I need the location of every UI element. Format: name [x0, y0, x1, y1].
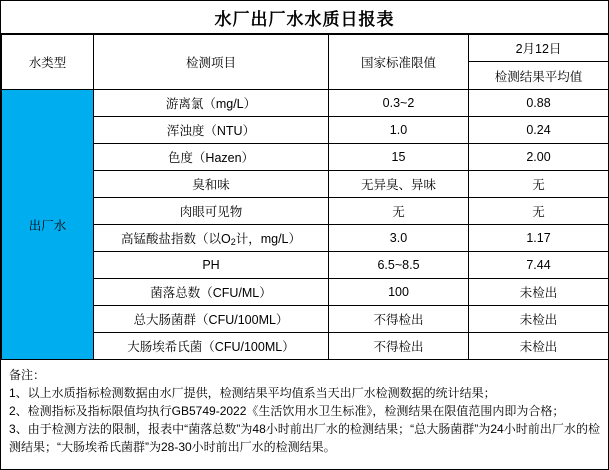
table-row	[2, 306, 609, 333]
item-label: 大肠埃希氏菌（CFU/100ML）	[94, 333, 329, 360]
result-value: 1.17	[469, 225, 609, 252]
item-label	[94, 225, 329, 252]
result-value: 2.00	[469, 144, 609, 171]
water-quality-table	[1, 34, 609, 360]
standard-value: 无异臭、异味	[329, 171, 469, 198]
notes-line-3: 3、由于检测方法的限制，报表中“菌落总数”为48小时前出厂水的检测结果；“总大肠菌群”为24小时前出厂水的检测结果；“大肠埃希氏菌群”为28-30小时前出厂水的检测结果。	[9, 422, 600, 454]
item-label: 肉眼可见物	[94, 198, 329, 225]
notes-section	[1, 360, 608, 469]
header-avg-result: 检测结果平均值	[469, 62, 609, 90]
result-value: 0.24	[469, 117, 609, 144]
page-title: 水厂出厂水水质日报表	[214, 9, 395, 29]
notes-line-1: 1、以上水质指标检测数据由水厂提供，检测结果平均值系当天出厂水检测数据的统计结果；	[9, 386, 496, 400]
table-row	[2, 198, 609, 225]
result-value: 未检出	[469, 306, 609, 333]
header-national-standard: 国家标准限值	[329, 35, 469, 90]
result-value: 7.44	[469, 252, 609, 279]
table-row	[2, 279, 609, 306]
item-label: 总大肠菌群（CFU/100ML）	[94, 306, 329, 333]
standard-value: 无	[329, 198, 469, 225]
item-label: 色度（Hazen）	[94, 144, 329, 171]
header-test-item: 检测项目	[94, 35, 329, 90]
table-row	[2, 333, 609, 360]
table-row	[2, 90, 609, 117]
item-label: 浑浊度（NTU）	[94, 117, 329, 144]
item-label: PH	[94, 252, 329, 279]
item-label-pre: 高锰酸盐指数（以O	[120, 232, 231, 246]
header-date: 2月12日	[469, 35, 609, 62]
standard-value: 不得检出	[329, 306, 469, 333]
item-label-sub: 2	[230, 237, 236, 247]
table-row	[2, 117, 609, 144]
standard-value: 3.0	[329, 225, 469, 252]
result-value: 未检出	[469, 333, 609, 360]
table-row	[2, 171, 609, 198]
standard-value: 100	[329, 279, 469, 306]
table-row	[2, 225, 609, 252]
item-label: 菌落总数（CFU/ML）	[94, 279, 329, 306]
result-value: 无	[469, 171, 609, 198]
result-value: 未检出	[469, 279, 609, 306]
table-header-row	[2, 35, 609, 62]
item-label: 游离氯（mg/L）	[94, 90, 329, 117]
standard-value: 6.5~8.5	[329, 252, 469, 279]
standard-value: 15	[329, 144, 469, 171]
header-water-type: 水类型	[2, 35, 94, 90]
notes-line-2: 2、检测指标及指标限值均执行GB5749-2022《生活饮用水卫生标准》，检测结果在限值范围内即为合格；	[9, 404, 565, 418]
report-title-bar	[1, 1, 608, 34]
notes-label: 备注：	[9, 368, 46, 382]
item-label: 臭和味	[94, 171, 329, 198]
table-row	[2, 252, 609, 279]
table-row	[2, 144, 609, 171]
result-value: 无	[469, 198, 609, 225]
standard-value: 1.0	[329, 117, 469, 144]
water-type-value: 出厂水	[2, 90, 94, 360]
result-value: 0.88	[469, 90, 609, 117]
standard-value: 0.3~2	[329, 90, 469, 117]
standard-value: 不得检出	[329, 333, 469, 360]
item-label-post: 计，mg/L）	[235, 232, 302, 246]
